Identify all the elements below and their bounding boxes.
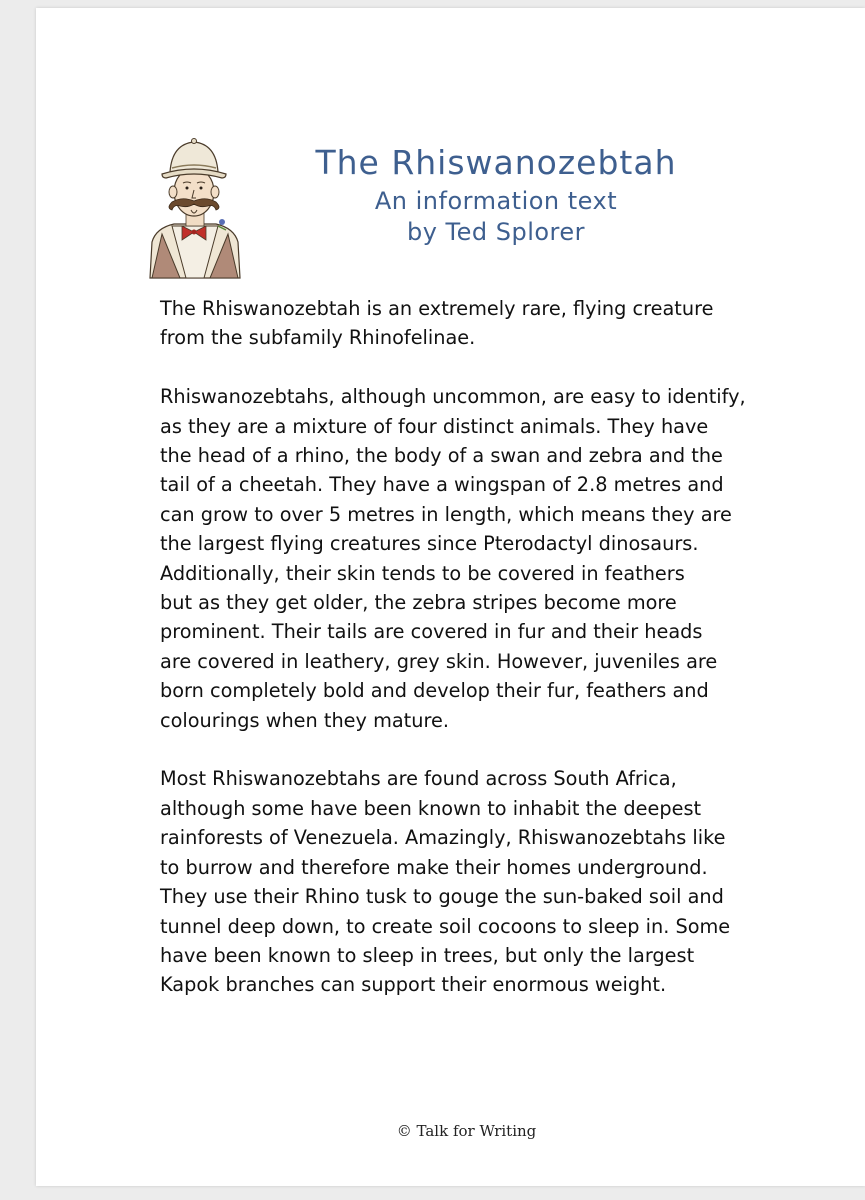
paragraph-2 [160, 382, 760, 735]
document-author: by Ted Splorer [406, 218, 586, 246]
body-text [160, 294, 760, 1029]
text-line: can grow to over 5 metres in length, which means they are [160, 502, 732, 526]
text-line: the head of a rhino, the body of a swan and zebra and the [160, 444, 723, 468]
title-block [236, 140, 756, 248]
text-line: Additionally, their skin tends to be covered in feathers [160, 561, 685, 585]
text-line: but as they get older, the zebra stripes become more [160, 591, 677, 615]
paragraph-3 [160, 764, 760, 999]
text-line: colourings when they mature. [160, 708, 449, 732]
paragraph-1 [160, 294, 760, 353]
text-line: have been known to sleep in trees, but only the largest [160, 943, 695, 967]
text-line: tunnel deep down, to create soil cocoons to sleep in. Some [160, 914, 731, 938]
text-line: as they are a mixture of four distinct animals. They have [160, 414, 709, 438]
text-line: from the subfamily Rhinofelinae. [160, 326, 476, 350]
document-subtitle: An information text [374, 187, 618, 215]
text-line: prominent. Their tails are covered in fur and their heads [160, 620, 703, 644]
text-line: Rhiswanozebtahs, although uncommon, are easy to identify, [160, 385, 746, 409]
text-line: to burrow and therefore make their homes underground. [160, 855, 708, 879]
text-line: tail of a cheetah. They have a wingspan of 2.8 metres and [160, 473, 724, 497]
explorer-with-pith-helmet-icon [142, 130, 248, 280]
copyright-footer: © Talk for Writing [396, 1122, 537, 1140]
text-line: rainforests of Venezuela. Amazingly, Rhiswanozebtahs like [160, 826, 726, 850]
text-line: the largest flying creatures since Pterodactyl dinosaurs. [160, 532, 699, 556]
text-line: born completely bold and develop their fur, feathers and [160, 679, 709, 703]
text-line: although some have been known to inhabit the deepest [160, 796, 702, 820]
text-line: Kapok branches can support their enormous weight. [160, 973, 667, 997]
text-line: Most Rhiswanozebtahs are found across South Africa, [160, 767, 677, 791]
document-page [36, 8, 865, 1186]
document-title: The Rhiswanozebtah [315, 143, 677, 182]
text-line: are covered in leathery, grey skin. However, juveniles are [160, 649, 718, 673]
text-line: The Rhiswanozebtah is an extremely rare, flying creature [160, 297, 714, 320]
text-line: They use their Rhino tusk to gouge the sun-baked soil and [160, 885, 724, 909]
